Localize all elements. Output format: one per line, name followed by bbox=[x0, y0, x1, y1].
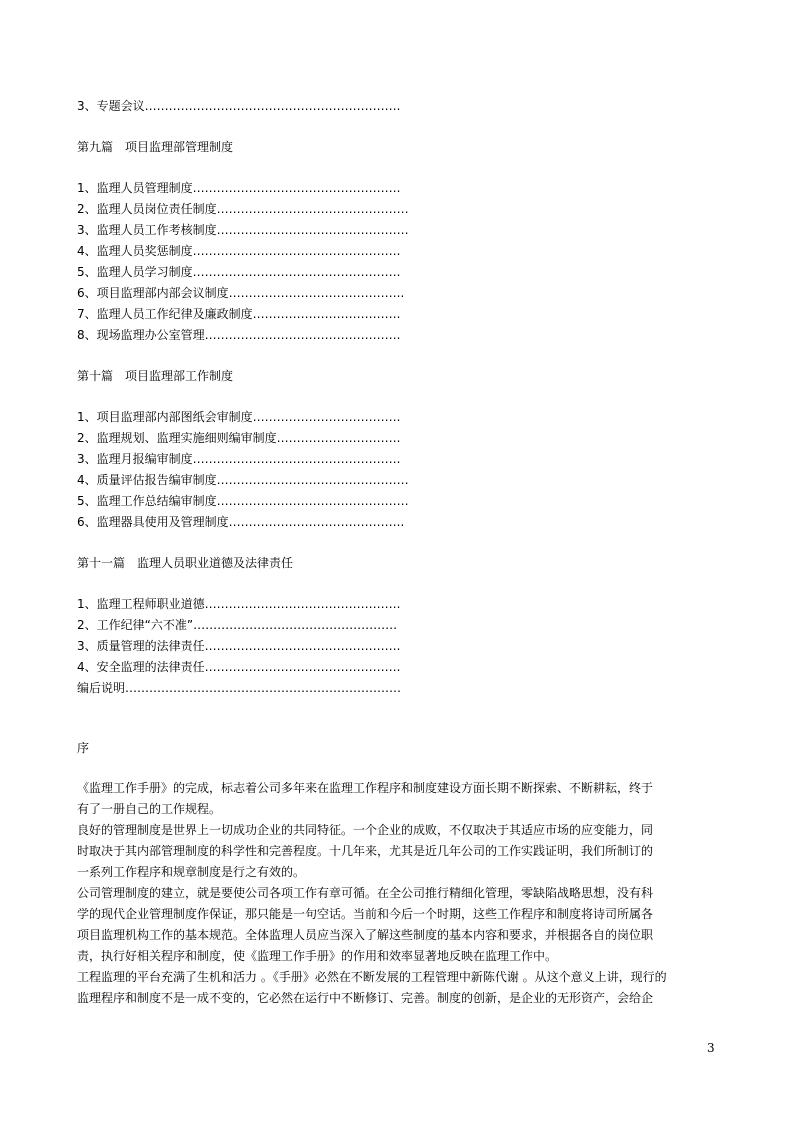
toc-item: 2、监理规划、监理实施细则编审制度…………………………. bbox=[77, 431, 401, 445]
preface-line: 监理程序和制度不是一成不变的，它必然在运行中不断修订、完善。制度的创新，是企业的无形资产，会给企 bbox=[77, 991, 654, 1005]
toc-item: 5、监理人员学习制度……………………………………………. bbox=[77, 265, 401, 279]
toc-section-heading: 第十一篇 监理人员职业道德及法律责任 bbox=[77, 556, 294, 570]
toc-item: 1、监理工程师职业道德…………………………………………. bbox=[77, 597, 401, 611]
toc-item: 2、工作纪律“六不准”…………………………………………… bbox=[77, 618, 398, 632]
toc-section-heading: 第十篇 项目监理部工作制度 bbox=[77, 369, 234, 383]
preface-line: 项目监理机构工作的基本规范。全体监理人员应当深入了解这些制度的基本内容和要求，并根据各自的岗位职 bbox=[77, 928, 654, 942]
table-of-contents bbox=[77, 96, 437, 699]
toc-item: 3、监理人员工作考核制度………………………………………… bbox=[77, 223, 409, 237]
toc-item: 8、现场监理办公室管理…………………………………………. bbox=[77, 328, 401, 342]
page-number: 3 bbox=[707, 1041, 715, 1055]
preface-body bbox=[77, 778, 720, 1009]
toc-item: 4、安全监理的法律责任…………………………………………. bbox=[77, 660, 401, 674]
toc-item: 4、监理人员奖惩制度……………………………………………. bbox=[77, 244, 401, 258]
preface-line: 公司管理制度的建立，就是要使公司各项工作有章可循。在全公司推行精细化管理，零缺陷战略思想，没有科 bbox=[77, 886, 654, 900]
toc-item: 1、项目监理部内部图纸会审制度………………………………. bbox=[77, 410, 401, 424]
toc-item: 3、专题会议………………………………………………………. bbox=[77, 99, 401, 113]
toc-item: 3、监理月报编审制度……………………………………………. bbox=[77, 452, 401, 466]
preface-line: 《监理工作手册》的完成，标志着公司多年来在监理工作程序和制度建设方面长期不断探索、不断耕耘，终于 bbox=[77, 781, 654, 795]
preface-line: 学的现代企业管理制度作保证，那只能是一句空话。当前和今后一个时期，这些工作程序和制度将诗司所属各 bbox=[77, 907, 654, 921]
toc-item: 2、监理人员岗位责任制度………………………………………… bbox=[77, 202, 409, 216]
preface-line: 有了一册自己的工作规程。 bbox=[77, 802, 222, 816]
preface-line: 一系列工作程序和规章制度是行之有效的。 bbox=[77, 865, 306, 879]
toc-item: 5、监理工作总结编审制度………………………………………… bbox=[77, 494, 409, 508]
preface-line: 责，执行好相关程序和制度，使《监理工作手册》的作用和效率显著地反映在监理工作中。 bbox=[77, 949, 558, 963]
toc-item: 7、监理人员工作纪律及廉政制度………………………………. bbox=[77, 307, 401, 321]
toc-item: 6、项目监理部内部会议制度…………………………………….. bbox=[77, 286, 405, 300]
preface-title: 序 bbox=[77, 741, 90, 755]
toc-item: 1、监理人员管理制度……………………………………………. bbox=[77, 181, 401, 195]
toc-item: 6、监理器具使用及管理制度…………………………………….. bbox=[77, 515, 405, 529]
toc-item: 编后说明…………………………………………………………… bbox=[77, 681, 402, 695]
preface-line: 良好的管理制度是世界上一切成功企业的共同特征。一个企业的成败，不仅取决于其适应市场的应变能力，同 bbox=[77, 823, 654, 837]
toc-item: 3、质量管理的法律责任…………………………………………. bbox=[77, 639, 401, 653]
toc-section-heading: 第九篇 项目监理部管理制度 bbox=[77, 140, 234, 154]
preface-line: 时取决于其内部管理制度的科学性和完善程度。十几年来，尤其是近几年公司的工作实践证明，我们所制订的 bbox=[77, 844, 654, 858]
toc-item: 4、质量评估报告编审制度………………………………………… bbox=[77, 473, 409, 487]
preface-line: 工程监理的平台充满了生机和活力 。《手册》必然在不断发展的工程管理中新陈代谢 。从这个意义上讲，现行的 bbox=[77, 970, 667, 984]
